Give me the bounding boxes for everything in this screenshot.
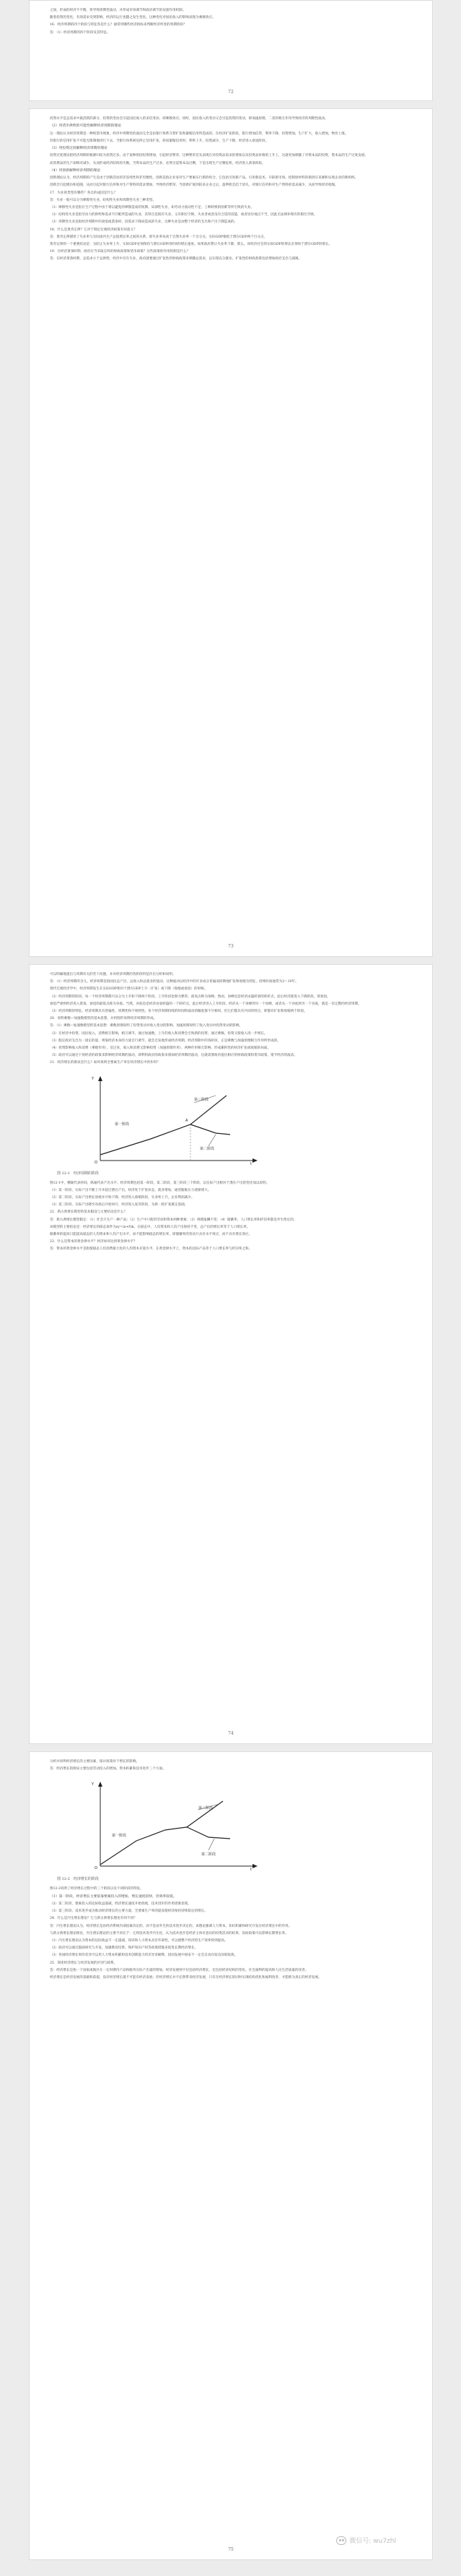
paragraph: 21．经济增长的源泉是什么？如何说明全要素生产率在经济增长中的作用？ — [50, 1061, 160, 1065]
wechat-icon — [336, 2536, 346, 2545]
label-y-axis: Y — [92, 1076, 95, 1081]
paragraph: 之间，形成的经济不平衡，将导致周期性波动，并形成市场调节和政府调节的双重作用机制。 — [50, 9, 186, 12]
label-phase1: 第一阶段 — [112, 1834, 127, 1839]
paragraph: （3）周期性失业是指经济周期中的衰退或萧条时，因需求下降而造成的失业，这种失业是由整个经济的支出和产出下降造成的。 — [50, 220, 238, 225]
page-number: 75 — [228, 2547, 234, 2552]
paragraph: 衰退严重则经济进入萧条，衰退的最低点称为谷底。当然，谷底也是经济由衰转盛的一个转折点，此后经济进入上升阶段。经济从一个顶峰到另一个顶峰，或者从一个谷底到另一个谷底，就是一次完整的经济周期。 — [50, 1002, 361, 1006]
paragraph: （1）内生增长理论认为资本的边际收益不一定递减，知识和人力资本具有外部性，可以使整个经济的生产效率得到提高。 — [50, 1939, 228, 1943]
paragraph: （3）经济周期的特征。经济周期具有普遍性、周期性和不规则性。各个经济周期持续的时间和波动的幅度都不尽相同，但它们都具有共同的特点，即都有扩张和收缩两个阶段。 — [50, 1010, 307, 1014]
page-number: 73 — [228, 944, 234, 949]
watermark-text: 微信号: wu7zhl — [349, 2538, 396, 2545]
label-origin: O — [95, 1160, 97, 1165]
paragraph: （3）第三阶段，技术进步成为推动经济增长的主要力量，全要素生产率的提高使经济保持持续稳定的增长。 — [50, 1909, 208, 1914]
paragraph: （5）政府可以通过干预经济的政策来影响经济周期的波动，即利用政府的政策来削弱经济周期的波动，这就需要政府提出相应的财政政策和货币政策，熨平经济的波动。 — [50, 1054, 297, 1058]
paragraph: 经济增长是经济发展的基础和前提，没有经济增长就不可能有经济发展；但经济增长并不必然带来经济发展，只有在经济增长的同时实现结构优化和福利改善，才能称为真正的经济发展。 — [50, 1976, 322, 1980]
paragraph: 22．新古典增长模型的基本假设与主要结论是什么？ — [50, 1210, 127, 1215]
section-heading: （3）用投资过度解释经济周期的理论 — [50, 147, 107, 151]
page-72 — [29, 0, 433, 101]
paragraph: 分析并说明经济增长的主要因素，探讨政策对于增长的影响。 — [50, 1760, 140, 1764]
label-point: A — [185, 1118, 188, 1123]
watermark — [336, 2536, 396, 2545]
y-axis-arrow — [98, 1076, 102, 1081]
label-phase2: 第二阶段 — [201, 1852, 216, 1857]
label-phase2: 第二阶段 — [200, 1146, 215, 1151]
paragraph: 与新古典增长理论相比，内生增长理论的主要不同在于：它将技术进步内生化，认为技术进步是经济主体有意识的投资活动的结果，因而政策可以影响长期增长率。 — [50, 1931, 289, 1935]
paragraph: （2）经济周期的阶段。每一个经济周期都可以分为上升和下降两个阶段。上升阶段也称为繁荣，最高点称为顶峰。然而，顶峰也是经济由盛转衰的转折点，此后经济就进入下降阶段，即衰退。 — [50, 994, 330, 999]
paragraph: 投资过度理论把经济周期的根源归结为投资过多。由于某种原因投资增加，引起经济繁荣，这种繁荣首先表现在对投资品需求的增加以及投资品价格的上升上，这就更加刺激了对资本品的投资，资本品的生产过度发展。 — [50, 154, 369, 158]
label-origin: O — [95, 1866, 97, 1871]
paragraph: 24．什么是内生增长理论？它与新古典增长理论有何不同？ — [50, 1917, 137, 1921]
figure-svg — [86, 1074, 259, 1168]
paragraph: 而消费品的生产却相对减少，从而形成经济结构的失衡。当资本品的生产过多，必然引起资本品过剩，于是出现生产过剩危机，经济进入萧条阶段。 — [50, 161, 265, 165]
page-body — [43, 116, 419, 263]
paragraph: （2）第二阶段，实际产出增长放缓并开始下降，经济进入收缩阶段，失业率上升，企业利润减少。 — [50, 1196, 195, 1200]
label-y-axis: Y — [92, 1782, 95, 1787]
label-x-axis: t — [250, 1868, 252, 1873]
page-body-after-figure — [43, 1181, 419, 1253]
paragraph: （2）结构性失业是指劳动力的供给和需求不匹配所造成的失业，其特点是既有失业，又有职位空缺，失业者或者没有合适的技能，或者居住地点不当，因此无法填补现有的职位空缺。 — [50, 213, 317, 217]
x-axis-arrow — [253, 1158, 258, 1163]
leader-phase2 — [208, 1135, 216, 1146]
paragraph: （2）政府可以通过鼓励研究与开发、加强教育投资、保护知识产权等政策措施来促进长期经济增长。 — [50, 1946, 198, 1951]
paragraph: 该模型的主要结论是：经济增长的稳态条件为sy=(n+δ)k。在稳态中，人均资本和人均产出保持不变，总产出的增长率等于人口增长率。 — [50, 1225, 250, 1229]
page-number: 74 — [228, 1731, 234, 1736]
paragraph: 投资水平是总需求中最活跃的部分，投资的变动会引起国民收入的多倍变动，即乘数效应。同时，国民收入的变动又会引起投资的变动，即加速原理，二者的相互作用导致经济的周期性波动。 — [50, 117, 328, 121]
paragraph: 答：经济增长是指一个国家或地区在一定时期内产品和服务实际产出量的增加，经济发展则不仅包括经济增长，还包括经济结构的变化、社会福利的提高和人民生活质量的改善。 — [50, 1968, 309, 1972]
paragraph: 20．说明乘数—加速数模型的基本思想，并用图形说明经济周期的形成。 — [50, 1017, 157, 1021]
paragraph: 答：在经济萧条时期，总需求小于总供给，经济中存在失业，政府就要通过扩张性的财政政策来刺激总需求，以实现充分就业。扩张性的财政政策包括增加政府支出与减税。 — [50, 257, 302, 261]
paragraph: 奥肯定律的一个重要结论是：为防止失业率上升，实际GDP必须保持与潜在GDP同样快的增长速度。如果政府想让失业率下降，那么，该经济社会的实际GDP的增长必须快于潜在GDP的增长。 — [50, 243, 332, 247]
paragraph: （3）假定政府支出为一固定的量，则靠经济本身的力量自行调节，就会自发地形成经济周期。经济周期中的各阶段，正是乘数与加速原理相互作用所形成的。 — [50, 1038, 281, 1043]
paragraph: （3）各国经济增长率的差异可以用人力资本积累和技术创新能力的差异来解释，因而发展中国家不一定会自动向发达国家收敛。 — [50, 1953, 238, 1958]
page-73 — [29, 108, 433, 957]
business-cycle-figure — [86, 1074, 259, 1168]
paragraph: 随着投资的变化，有效需求受到影响，经济的运行也随之发生变化。这种变化对国民收入的影响表现为乘数效应。 — [50, 16, 216, 20]
paragraph: 图12-2说明了经济增长过程中的三个阶段以及不同阶段的特征。 — [50, 1887, 144, 1891]
paragraph: 23．什么是资本的黄金律水平？经济如何达到黄金律水平？ — [50, 1240, 137, 1244]
page-74 — [29, 964, 433, 1744]
page-body — [43, 8, 419, 36]
paragraph: 答：新古典增长模型假定：（1）社会只生产一种产品；（2）生产中只使用劳动和资本两种要素；（3）规模报酬不变；（4）储蓄率、人口增长率和折旧率都是外生给定的。 — [50, 1218, 297, 1222]
y-axis-arrow — [98, 1782, 102, 1787]
label-phase3: 第三阶段 — [194, 1097, 209, 1102]
paragraph: 这一理论认为经济周期是一种纯货币现象，经济中周期性的波动完全是由银行体系交替扩张和紧缩信用所造成的。在经济扩张阶段，银行增加信贷，利率下降，投资增加，生产扩大，收入增加，物价上涨。 — [50, 131, 348, 136]
paragraph: 图12-1中，横轴代表时间，纵轴代表产出水平。经济周期包括第一阶段、第二阶段、第三阶段三个阶段，以实际产出相对于潜在产出的变化加以说明。 — [50, 1181, 270, 1185]
page-75 — [29, 1751, 433, 2560]
paragraph: 储蓄率的提高只能提高稳态的人均资本和人均产出水平，而不能影响稳态的增长率，即储蓄率的变动只具有水平效应，而不具有增长效应。 — [50, 1233, 253, 1237]
paragraph: （2）第二阶段，要素投入的边际收益递减，经济增长速度开始放缓，技术进步的作用逐渐显现。 — [50, 1902, 191, 1907]
paragraph: 16．经济周期的四个阶段与特征各是什么？通常用哪些经济指标来判断经济所处的周期阶段？ — [50, 23, 187, 27]
page-body-after-figure — [43, 1886, 419, 1981]
paragraph: 19．在经济萧条时期，政府应当采取怎样的财政政策和货币政策？这些政策的作用机制是什么？ — [50, 250, 190, 254]
paragraph: 18．什么是奥肯定律？它对于制定宏观经济政策有何意义？ — [50, 227, 137, 232]
paragraph: 答：（1）经济周期的四个阶段及其特征。 — [50, 30, 110, 35]
figure-caption: 图 12-2 经济增长的阶段 — [57, 1877, 99, 1882]
paragraph: （3）第三阶段，实际产出降至谷底后开始回升，经济进入复苏阶段，为新一轮扩张奠定基础。 — [50, 1203, 188, 1207]
paragraph: 现代宏观经济学中，经济周期发生在实际GDP相对于潜在GDP上升（扩张）或下降（收缩或衰退）的时候。 — [50, 987, 208, 992]
page-body — [43, 1759, 419, 1772]
leader-phase2 — [208, 1839, 214, 1850]
paragraph: 答：资本的黄金律水平是指使稳态人均消费最大化的人均资本存量水平。在黄金律水平上，资本的边际产品等于人口增长率与折旧率之和。 — [50, 1247, 253, 1252]
paragraph: 25．简述经济增长与经济发展的区别与联系。 — [50, 1961, 118, 1965]
paragraph: 但银行的信用扩张不可能无限制地进行下去，当银行体系被迫停止信用扩张，转而紧缩信用时，利率上升，投资减少，生产下降，经济进入衰退阶段。 — [50, 139, 269, 143]
paragraph: （1）摩擦性失业是指在生产过程中由于难以避免的摩擦造成的短期、局部性失业，如劳动力流动性不足、工种转换的困难等所引致的失业。 — [50, 206, 255, 210]
paragraph: 答：失业一般可以分为摩擦性失业、结构性失业和周期性失业三种类型。 — [50, 198, 157, 202]
x-axis-arrow — [253, 1864, 258, 1868]
paragraph: 17．失业的类型有哪些？各自的成因是什么？ — [50, 191, 118, 195]
label-phase3: 第三阶段 — [198, 1806, 214, 1811]
growth-phases-figure — [86, 1779, 259, 1873]
paragraph: 答：内生增长理论认为，经济增长是由经济系统内部因素决定的，而不是由外生的技术进步决定的。该理论强调人力资本、知识积累和研究开发在经济增长中的作用。 — [50, 1924, 292, 1928]
paragraph: 创新会引起模仿和追随，从而引起对银行信用和对生产资料的需求增加，导致经济繁荣。当创新扩展到较多企业之后，盈利机会趋于消失，对银行信用和对生产资料的需求减少，从而导致经济收缩。 — [50, 183, 338, 188]
paragraph: 答：（1）经济周期的含义。经济周期是指国民总产出、总收入和总就业的波动，这种波动以经济中的许多成分普遍而同期地扩张和收缩为特征，持续时间通常为2～10年。 — [50, 980, 299, 984]
paragraph: 创新理论认为，经济周期的产生是由于创新活动的非连续性和非均衡性。创新是指企业家对生产要素实行新的组合，它包括引进新产品、引用新技术、开辟新市场、控制原材料的新供应来源和实现企业的新组织。 — [50, 176, 359, 181]
page-number: 72 — [228, 90, 234, 95]
section-heading: （2）用货币供给的可能性解释经济周期的理论 — [50, 124, 121, 129]
label-x-axis: t — [250, 1161, 252, 1166]
label-phase1: 第一阶段 — [115, 1122, 130, 1127]
lower-path — [190, 1124, 230, 1135]
page-body — [43, 972, 419, 1067]
section-heading: （1）第一阶段，经济增长主要依靠要素投入的增加，增长速度较快，但效率较低。 — [50, 1894, 177, 1899]
paragraph: 可以明确地提出与周期有关的若干问题，并对经济周期的各阶段特征作出分析和说明。 — [50, 973, 176, 976]
paragraph: 答：经济增长的源泉主要包括劳动投入的增加、资本积累和技术进步三个方面。 — [50, 1767, 166, 1771]
paragraph: （4）投资影响收入和消费（乘数作用），反过来，收入和消费又影响投资（加速原理作用），两种作用相互影响，形成累积性的经济扩张或收缩的局面。 — [50, 1046, 271, 1051]
section-heading: （4）用创新解释经济周期的理论 — [50, 168, 101, 173]
paragraph: （2）在经济中投资、国民收入、消费相互影响，相互调节。通过加速数，上升的收入和消费会引致新的投资；通过乘数，投资又使收入进一步增长。 — [50, 1031, 268, 1036]
lower-branch — [187, 1827, 230, 1839]
paragraph: 答：奥肯定律描述了失业率与实际国内生产总值增长率之间的关系，即失业率每高于自然失业率一个百分点，实际GDP便低于潜在GDP两个百分点。 — [50, 235, 268, 239]
figure-svg — [86, 1779, 259, 1873]
paragraph: 答：（1）乘数—加速数模型的基本思想：乘数原理说明了投资变动对收入变动的影响，加速原理说明了收入变动对投资变动的影响。 — [50, 1024, 243, 1028]
figure-caption: 图 12-1 经济周期的阶段 — [57, 1171, 99, 1176]
paragraph: （1）第一阶段，实际产出不断上升并超过潜在产出，经济处于扩张状态，就业增加，通货膨胀压力逐渐增大。 — [50, 1188, 211, 1192]
